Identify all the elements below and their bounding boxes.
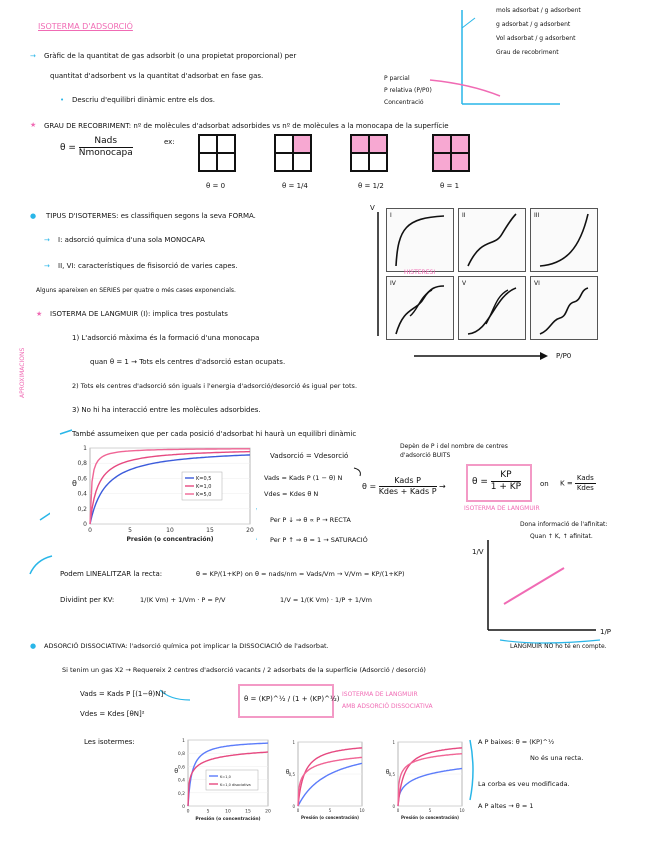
y-tick-label: 0,5	[288, 772, 295, 777]
linearize-eq2: 1/(K Vm) + 1/Vm · P = P/V	[140, 596, 226, 604]
x-tick-label: 10	[459, 808, 465, 813]
x-tick-label: 10	[166, 527, 174, 534]
linearize-eq3: 1/V = 1/(K Vm) · 1/P + 1/Vm	[280, 596, 372, 604]
coverage-square	[274, 134, 312, 172]
dependence-note	[400, 442, 528, 460]
dissociative-vads: Vads = Kads P [(1−θ)N]²	[80, 690, 167, 698]
isotherm-type-label: II	[462, 212, 466, 219]
x-tick-label: 5	[428, 808, 432, 813]
linearize-label: Podem LINEALITZAR la recta:	[60, 570, 163, 578]
small-chart-2	[382, 734, 466, 828]
vdes-equation: Vdes = Kdes θ N	[264, 490, 319, 498]
coverage-square-label: θ = 0	[206, 182, 226, 190]
isotherms-label: Les isotermes:	[84, 738, 135, 746]
bullet-icon: •	[60, 96, 65, 104]
y-tick-label: 0	[182, 805, 185, 810]
legend-label: K=0,5	[196, 476, 212, 482]
intro-line-2: quantitat d'adsorbent vs la quantitat d'adsorbat en fase gas.	[50, 72, 264, 80]
langmuir-chart-svg	[50, 444, 256, 548]
coverage-square	[350, 134, 388, 172]
y-tick-label: 0,8	[77, 460, 87, 468]
coverage-cell	[199, 135, 217, 153]
coverage-cell	[275, 153, 293, 171]
x-axis-label-1: P parcial	[384, 75, 410, 82]
plot-area	[90, 448, 250, 524]
isotherm-type-panel	[386, 276, 454, 340]
dissociative-vdes: Vdes = Kdes [θN]²	[80, 710, 145, 718]
bullet-icon: ●	[30, 642, 37, 650]
x-tick-label: 10	[225, 809, 231, 815]
coverage-cell	[351, 135, 369, 153]
dissociative-tail: LANGMUIR NO ho té en compte.	[510, 643, 607, 650]
boxed-num: KP	[491, 470, 521, 482]
isotherm-type-panel	[458, 208, 526, 272]
coverage-cell	[451, 135, 469, 153]
postulate-2: 2) Tots els centres d'adsorció són iguals i l'energia d'adsorció/desorció és igual per tots.	[72, 382, 358, 390]
types-note: Alguns apareixen en SERIES per quatre o més cases exponencials.	[36, 287, 236, 294]
bullet-icon: ●	[30, 212, 37, 220]
y-tick-label: 0,2	[177, 791, 185, 797]
postulate-4: També assumeixen que per cada posició d'adsorbat hi haurà un equilibri dinàmic	[72, 430, 357, 438]
legend-label: K=5,0	[196, 492, 212, 498]
k-definition	[560, 474, 596, 493]
x-tick-label: 10	[359, 808, 365, 813]
y-tick-label: 1	[392, 740, 395, 745]
isotherm-type-label: V	[462, 280, 467, 287]
coverage-square	[432, 134, 470, 172]
coverage-cell	[217, 153, 235, 171]
coverage-lhs: θ =	[60, 143, 76, 153]
theta-den: Kdes + Kads P	[378, 487, 437, 496]
y-tick-label: 0,4	[177, 778, 185, 784]
isotherm-type-label: I	[390, 212, 392, 219]
y-axis-label-4: Grau de recobriment	[496, 49, 559, 56]
k-label: K =	[560, 479, 573, 488]
x-tick-label: 20	[265, 809, 271, 815]
dissociative-line1: Si tenim un gas X2 → Requereix 2 centres d'adsorció vacants / 2 adsorbats de la superfície (Adsorció / desorció)	[62, 666, 426, 674]
x-axis-label: Presión (o concentración)	[401, 815, 459, 820]
coverage-cell	[293, 135, 311, 153]
coverage-label: GRAU DE RECOBRIMENT: nº de molècules d'adsorbat adsorbides vs nº de molècules a la monocapa de la superfície	[44, 122, 449, 130]
low-p-case: Per P ↓ ⇒ θ ∝ P → RECTA	[270, 516, 351, 524]
page-title: ISOTERMA D'ADSORCIÓ	[38, 22, 133, 31]
langmuir-boxed-formula: θ = $\frac{KP}{1 + KP}$	[472, 470, 522, 492]
y-tick-label: 1	[292, 740, 295, 745]
types-title: TIPUS D'ISOTERMES: es classifiquen segons la seva FORMA.	[46, 212, 256, 220]
y-axis-label-2: g adsorbat / g adsorbent	[496, 21, 571, 28]
intro-line-1: Gràfic de la quantitat de gas adsorbit (o una propietat proporcional) per	[44, 52, 297, 60]
y-tick-label: 0,8	[177, 752, 185, 758]
types-t2: II, VI: característiques de fisisorció de varies capes.	[58, 262, 238, 270]
y-tick-label: 0,4	[77, 490, 87, 498]
theta-frac	[379, 476, 437, 497]
x-axis-label-2: P relativa (P/P0)	[384, 87, 432, 94]
coverage-ex: ex:	[164, 138, 175, 146]
hysteresis-label: HISTERESI	[404, 269, 436, 276]
postulate-1b: quan θ = 1 → Tots els centres d'adsorció estan ocupats.	[90, 358, 286, 366]
boxed-den: 1 + KP	[490, 482, 522, 492]
small-chart-1-svg	[282, 734, 366, 828]
y-tick-label: 0	[292, 804, 295, 809]
coverage-cell	[217, 135, 235, 153]
coverage-cell	[451, 153, 469, 171]
k-num: Kads	[576, 474, 594, 482]
coverage-cell	[199, 153, 217, 171]
coverage-formula	[60, 136, 133, 159]
legend-box	[206, 770, 258, 790]
legend-label: K=1,0	[220, 775, 231, 779]
dissociative-boxed-formula: θ = (KP)^½ / (1 + (KP)^½)	[244, 695, 340, 703]
x-axis-label: Presión (o concentración)	[126, 536, 214, 543]
x-axis-label: Presión (o concentración)	[301, 815, 359, 820]
y-axis-label-1: mols adsorbat / g adsorbent	[496, 7, 581, 14]
x-axis-label: Presión (o concentración)	[195, 817, 261, 822]
low-p-note-b: No és una recta.	[530, 754, 584, 762]
isotherm-type-panel	[530, 208, 598, 272]
k-frac	[575, 474, 596, 493]
y-tick-label: 0,6	[177, 765, 185, 771]
x-tick-label: 5	[328, 808, 332, 813]
x-tick-label: 0	[296, 808, 300, 813]
postulate-1: 1) L'adsorció màxima és la formació d'una monocapa	[72, 334, 260, 342]
isotherm-type-panel	[458, 276, 526, 340]
coverage-cell	[275, 135, 293, 153]
high-p-case: Per P ↑ ⇒ θ = 1 → SATURACIÓ	[270, 536, 368, 544]
y-axis-label: θ	[71, 479, 77, 488]
langmuir-chart	[50, 444, 256, 548]
y-tick-label: 1	[83, 445, 87, 452]
x-tick-label: 5	[206, 809, 210, 815]
coverage-cell	[369, 153, 387, 171]
theta-num: Kads P	[379, 476, 437, 487]
coverage-fraction	[79, 136, 133, 159]
dissociative-caption-1: ISOTERMA DE LANGMUIR	[342, 691, 418, 698]
y-axis-label: θ	[285, 769, 290, 776]
divide-label: Dividint per KV:	[60, 596, 115, 604]
coverage-square-label: θ = 1/4	[282, 182, 308, 190]
intro-line-3: Descriu d'equilibri dinàmic entre els dos.	[72, 96, 215, 104]
dissociative-chart	[166, 734, 272, 828]
bullet-icon: →	[30, 52, 36, 60]
star-icon: ★	[30, 121, 37, 129]
x-tick-label: 0	[396, 808, 400, 813]
small-chart-1	[282, 734, 366, 828]
types-axis-y: V	[370, 204, 375, 212]
curve-note: La corba es veu modificada.	[478, 780, 570, 788]
y-tick-label: 1	[182, 739, 185, 744]
linear-axis-y: 1/V	[472, 548, 484, 556]
x-tick-label: 5	[128, 527, 132, 534]
y-tick-label: 0,6	[77, 475, 87, 483]
isotherm-type-label: VI	[534, 280, 540, 287]
isotherm-type-panel	[530, 276, 598, 340]
vads-eq-vdes: Vadsorció = Vdesorció	[270, 452, 349, 460]
langmuir-title: ISOTERMA DE LANGMUIR (I): implica tres postulats	[50, 310, 228, 318]
linear-axis-x: 1/P	[600, 628, 612, 636]
postulate-3: 3) No hi ha interacció entre les molècules adsorbides.	[72, 406, 261, 414]
coverage-cell	[351, 153, 369, 171]
coverage-numerator: Nads	[79, 136, 133, 148]
high-p-note: A P altes → θ = 1	[478, 802, 534, 810]
coverage-square-label: θ = 1	[440, 182, 460, 190]
y-axis-label: θ	[174, 767, 179, 775]
x-tick-label: 15	[206, 527, 214, 534]
y-tick-label: 0,5	[388, 772, 395, 777]
star-icon: ★	[36, 310, 43, 318]
box-caption: ISOTERMA DE LANGMUIR	[464, 505, 540, 512]
x-tick-label: 0	[88, 527, 92, 534]
types-axis-x: P/P0	[556, 352, 572, 360]
y-axis-label: θ	[385, 769, 390, 776]
boxed-frac	[491, 470, 521, 493]
y-tick-label: 0	[392, 804, 395, 809]
y-tick-label: 0,2	[77, 505, 87, 513]
types-t1: I: adsorció química d'una sola MONOCAPA	[58, 236, 205, 244]
affinity-note-2: Quan ↑ K, ↑ afinitat.	[530, 533, 593, 540]
arrow-icon: →	[44, 236, 50, 244]
k-den: Kdes	[576, 484, 594, 492]
dependence-text: Depèn de P i del nombre de centres d'adsorció BUITS	[400, 443, 508, 459]
low-p-note: A P baixes: θ = (KP)^½	[478, 738, 555, 746]
langmuir-side-label: APROXIMACIONS	[19, 347, 26, 398]
y-axis-label-3: Vol adsorbat / g adsorbent	[496, 35, 576, 42]
isotherm-type-panel	[386, 208, 454, 272]
x-tick-label: 15	[245, 809, 251, 815]
on-label: on	[540, 480, 549, 488]
dissociative-caption-2: AMB ADSORCIÓ DISSOCIATIVA	[342, 703, 433, 710]
dissociative-chart-svg	[166, 734, 272, 828]
coverage-cell	[369, 135, 387, 153]
coverage-square	[198, 134, 236, 172]
dissociative-title: ADSORCIÓ DISSOCIATIVA: l'adsorció química pot implicar la DISSOCIACIÓ de l'adsorbat.	[44, 642, 329, 650]
legend-label: K=1,0 disociativa	[220, 783, 251, 787]
y-tick-label: 0	[83, 521, 87, 528]
isotherm-type-label: IV	[390, 280, 396, 287]
theta-fraction: θ = $\frac{\text{Kads P}}{\text{Kdes + Kads P}}$ →	[362, 476, 446, 496]
coverage-cell	[293, 153, 311, 171]
vads-equation: Vads = Kads P (1 − θ) N	[264, 474, 343, 482]
coverage-cell	[433, 153, 451, 171]
arrow-icon: →	[44, 262, 50, 270]
x-tick-label: 20	[246, 527, 254, 534]
coverage-square-label: θ = 1/2	[358, 182, 384, 190]
x-tick-label: 0	[186, 809, 190, 815]
x-axis-label-3: Concentració	[384, 99, 424, 106]
isotherm-type-label: III	[534, 212, 540, 219]
small-chart-2-svg	[382, 734, 466, 828]
linearize-eq1: θ = KP/(1+KP) on θ = nads/nm = Vads/Vm → V/Vm = KP/(1+KP)	[196, 570, 405, 578]
legend-label: K=1,0	[196, 484, 212, 490]
affinity-note-1: Dona informació de l'afinitat:	[520, 521, 608, 528]
coverage-denominator: Nmonocapa	[78, 148, 133, 158]
coverage-cell	[433, 135, 451, 153]
